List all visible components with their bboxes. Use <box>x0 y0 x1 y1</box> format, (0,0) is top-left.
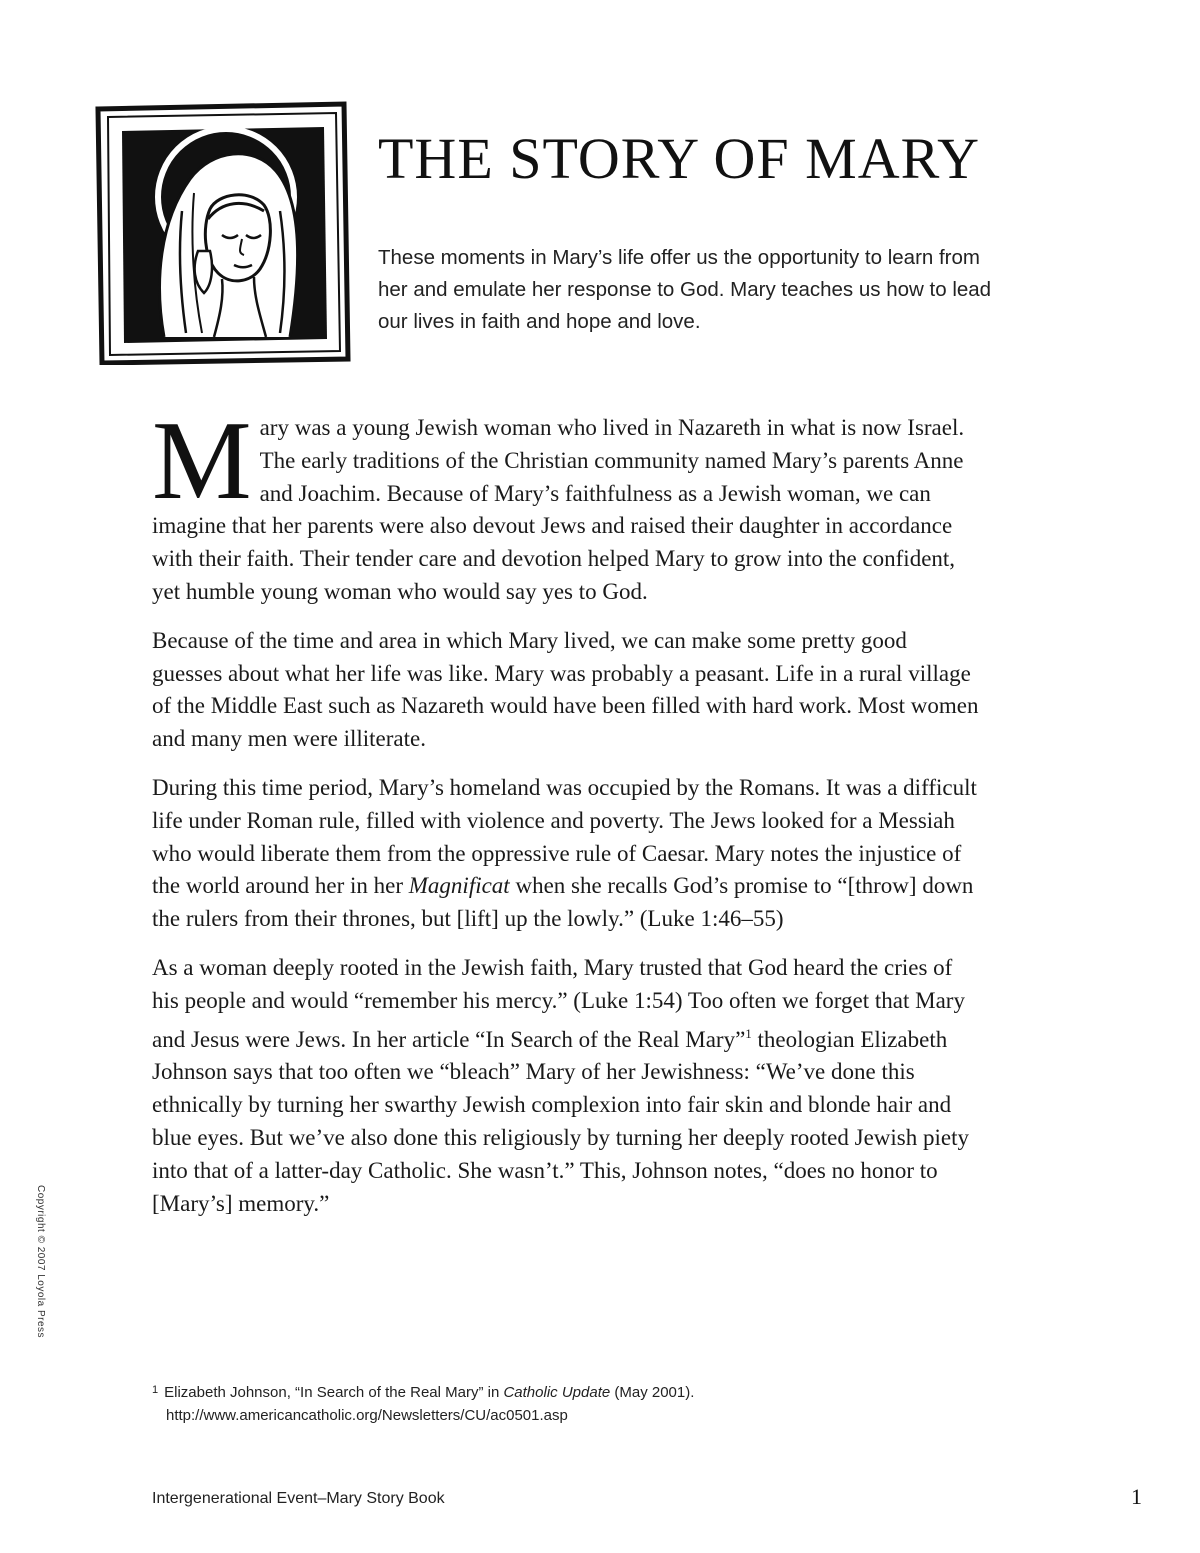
paragraph-1 <box>152 399 982 609</box>
mary-portrait-woodcut-icon <box>94 101 352 365</box>
page-title: THE STORY OF MARY <box>378 126 980 191</box>
footnote-url: http://www.americancatholic.org/Newsletters/CU/ac0501.asp <box>166 1407 568 1424</box>
body-text <box>152 399 982 1236</box>
paragraph-3-text-b: when she recalls God’s promise to “[throw] down the rulers from their thrones, but [lift] up the lowly.” (Luke 1:46–55) <box>152 873 974 932</box>
footnote-mark: 1 <box>152 1384 159 1396</box>
mary-portrait-illustration <box>94 101 352 365</box>
footnote-text-b: (May 2001). <box>610 1384 695 1401</box>
paragraph-2: Because of the time and area in which Mary lived, we can make some pretty good guesses about what her life was like. Mary was probably a peasant. Life in a rural village of the Middle East such as Nazareth would have been filled with hard work. Most women and many men were illiterate. <box>152 627 979 752</box>
footnote-italic: Catholic Update <box>503 1384 611 1401</box>
magnificat-italic: Magnificat <box>408 873 510 899</box>
footnote <box>152 1379 952 1427</box>
intro-paragraph: These moments in Mary’s life offer us the opportunity to learn from her and emulate her response to God. Mary teaches us how to lead our lives in faith and hope and love. <box>378 246 992 333</box>
paragraph-3-text-a: During this time period, Mary’s homeland was occupied by the Romans. It was a difficult life under Roman rule, filled with violence and poverty. The Jews looked for a Messiah who would liberate them from the oppressive rule of Caesar. Mary notes the injustice of the world around her in her <box>152 774 977 899</box>
paragraph-1-text: ary was a young Jewish woman who lived in Nazareth in what is now Israel. The early traditions of the Christian community named Mary’s parents Anne and Joachim. Because of Mary’s faithfulness as a Jewish woman, we can imagine that her parents were also devout Jews and raised their daughter in accordance with their faith. Their tender care and devotion helped Mary to grow into the confident, yet humble young woman who would say yes to God. <box>152 415 965 604</box>
copyright-notice: Copyright © 2007 Loyola Press <box>35 1185 46 1339</box>
paragraph-4-text-a: As a woman deeply rooted in the Jewish faith, Mary trusted that God heard the cries of his people and would “remember his mercy.” (Luke 1:54) Too often we forget that Mary and Jesus were Jews. In her article “In Search of the Real Mary” <box>152 954 965 1052</box>
footnote-reference: 1 <box>745 1025 752 1041</box>
paragraph-3 <box>152 772 982 936</box>
page-number: 1 <box>1131 1484 1142 1509</box>
paragraph-4-text-b: theologian Elizabeth Johnson says that too often we “bleach” Mary of her Jewishness: “We’ve done this ethnically by turning her swarthy Jewish complexion into fair skin and blonde hair and blue eyes. But we’ve also done this religiously by turning her deeply rooted Jewish piety into that of a latter-day Catholic. She wasn’t.” This, Johnson notes, “does no honor to [Mary’s] memory.” <box>152 1026 969 1216</box>
paragraph-4 <box>152 952 982 1220</box>
footer-book-title: Intergenerational Event–Mary Story Book <box>152 1490 445 1507</box>
footnote-text-a: Elizabeth Johnson, “In Search of the Real Mary” in <box>164 1384 504 1401</box>
drop-cap: M <box>152 399 252 523</box>
